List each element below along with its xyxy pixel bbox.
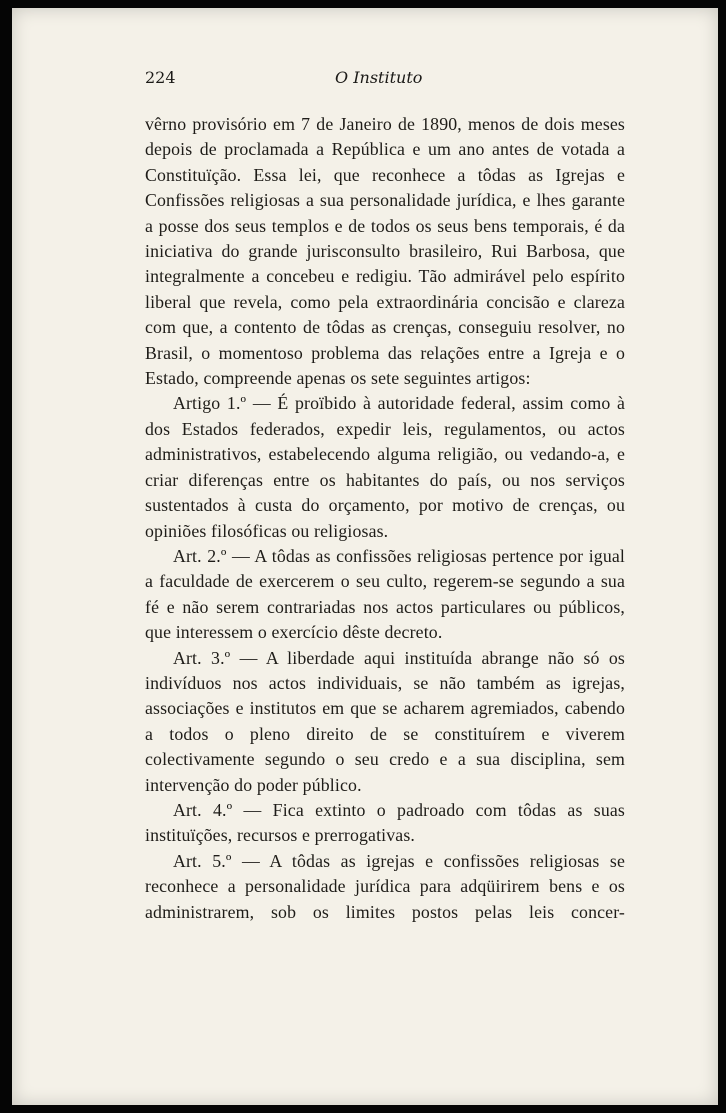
- page-body: [145, 112, 625, 925]
- paragraph-article-4: Art. 4.º — Fica extinto o padroado com tôdas as suas instituïções, recursos e prerrogativas.: [145, 799, 625, 846]
- page-number: 224: [145, 68, 176, 87]
- paragraph-article-5: Art. 5.º — A tôdas as igrejas e confissões religiosas se reconhece a personalidade jurídica para adqüirirem bens e os administrarem, sob os limites postos pelas leis concer-: [145, 850, 625, 922]
- page-header: [145, 68, 625, 96]
- paragraph-article-3: Art. 3.º — A liberdade aqui instituída abrange não só os indivíduos nos actos individuais, se não também as igrejas, associações e institutos em que se acharem agremiados, cabendo a todos o pleno direito de se constituírem e viverem colectivamente segundo o seu credo e a sua disciplina, sem intervenção do poder público.: [145, 647, 625, 795]
- paragraph-intro: vêrno provisório em 7 de Janeiro de 1890, menos de dois meses depois de proclamada a República e um ano antes de votada a Constituïção. Essa lei, que reconhece a tôdas as Igrejas e Confissões religiosas a sua personalidade jurídica, e lhes garante a posse dos seus templos e de todos os seus bens temporais, é da iniciativa do grande jurisconsulto brasileiro, Rui Barbosa, que integralmente a concebeu e redigiu. Tão admirável pelo espírito liberal que revela, como pela extraordinária concisão e clareza com que, a contento de tôdas as crenças, conseguiu resolver, no Brasil, o momentoso problema das relações entre a Igreja e o Estado, compreende apenas os sete seguintes artigos:: [145, 114, 625, 389]
- paragraph-article-2: Art. 2.º — A tôdas as confissões religiosas pertence por igual a faculdade de exercerem o seu culto, regerem-se segundo a sua fé e não serem contrariadas nos actos particulares ou públicos, que interessem o exercício dêste decreto.: [145, 545, 625, 643]
- running-title: O Instituto: [335, 68, 423, 87]
- paragraph-article-1: Artigo 1.º — É proïbido à autoridade federal, assim como à dos Estados federados, expedir leis, regulamentos, ou actos administrativos, estabelecendo alguma religião, ou vedando-a, e criar diferenças entre os habitantes do país, ou nos serviços sustentados à custa do orçamento, por motivo de crenças, ou opiniões filosóficas ou religiosas.: [145, 393, 625, 541]
